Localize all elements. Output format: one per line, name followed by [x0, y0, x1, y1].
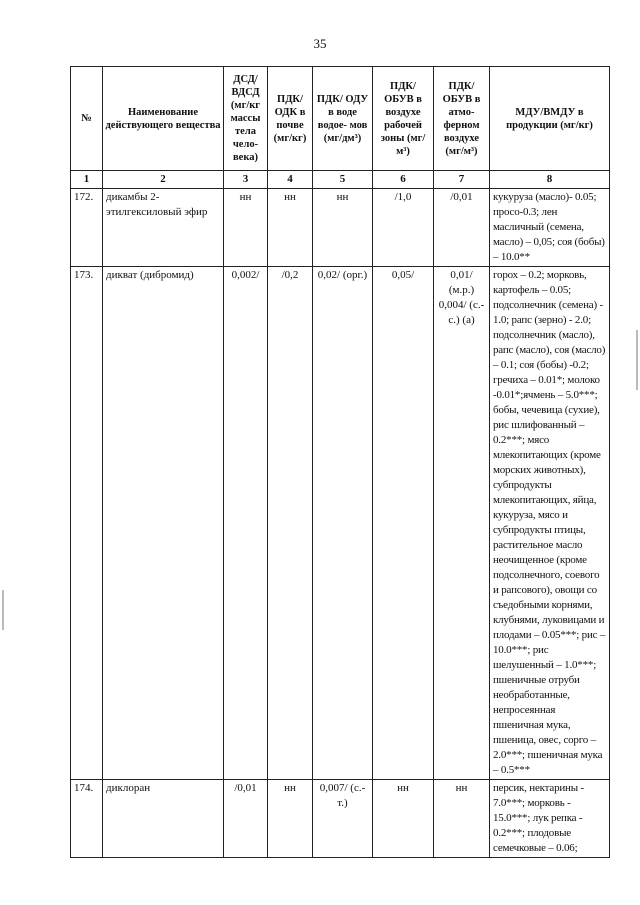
dsd-value: /0,01: [224, 780, 268, 858]
pdk-atm-air-value: /0,01: [434, 189, 490, 267]
pdk-water-value: 0,007/ (с.-т.): [313, 780, 373, 858]
pdk-work-air-value: /1,0: [373, 189, 434, 267]
pdk-atm-air-value: 0,01/ (м.р.) 0,004/ (с.-с.) (а): [434, 267, 490, 780]
row-number: 173.: [71, 267, 103, 780]
header-dsd: ДСД/ ВДСД (мг/кг массы тела чело- века): [224, 67, 268, 171]
pdk-soil-value: /0,2: [268, 267, 313, 780]
pdk-atm-air-value: нн: [434, 780, 490, 858]
pdk-water-value: 0,02/ (орг.): [313, 267, 373, 780]
row-number: 172.: [71, 189, 103, 267]
pesticide-table: [70, 66, 610, 858]
mdu-value: кукуруза (масло)- 0.05; просо-0.3; лен масличный (семена, масло) – 0,05; соя (бобы) – 10.0**: [490, 189, 610, 267]
column-number: 3: [224, 171, 268, 189]
header-pdk-work-air: ПДК/ ОБУВ в воздухе рабочей зоны (мг/м³): [373, 67, 434, 171]
substance-name: дикват (дибромид): [103, 267, 224, 780]
table-row: [71, 189, 610, 267]
column-number: 2: [103, 171, 224, 189]
page-number: 35: [313, 36, 327, 51]
column-number: 6: [373, 171, 434, 189]
dsd-value: 0,002/: [224, 267, 268, 780]
header-pdk-water: ПДК/ ОДУ в воде водое- мов (мг/дм³): [313, 67, 373, 171]
header-pdk-soil: ПДК/ ОДК в почве (мг/кг): [268, 67, 313, 171]
scan-edge-mark: [636, 330, 638, 390]
pdk-work-air-value: 0,05/: [373, 267, 434, 780]
column-number: 5: [313, 171, 373, 189]
scan-edge-mark: [2, 590, 4, 630]
mdu-value: персик, нектарины - 7.0***; морковь - 15.0***; лук репка - 0.2***; плодовые семечковые – 0.06;: [490, 780, 610, 858]
pdk-soil-value: нн: [268, 189, 313, 267]
header-name: Наименование действующего вещества: [103, 67, 224, 171]
column-number: 7: [434, 171, 490, 189]
column-number-row: [71, 171, 610, 189]
pdk-work-air-value: нн: [373, 780, 434, 858]
table-row: [71, 780, 610, 858]
substance-name: дикамбы 2-этилгексиловый эфир: [103, 189, 224, 267]
table-row: [71, 267, 610, 780]
pdk-water-value: нн: [313, 189, 373, 267]
row-number: 174.: [71, 780, 103, 858]
substance-name: диклоран: [103, 780, 224, 858]
column-number: 8: [490, 171, 610, 189]
header-num: №: [71, 67, 103, 171]
header-row: [71, 67, 610, 171]
column-number: 1: [71, 171, 103, 189]
mdu-value: горох – 0.2; морковь, картофель – 0.05; подсолнечник (семена) - 1.0; рапс (зерно) - 2.0; подсолнечник (масло), рапс (масло), соя (масло) – 0.1; соя (бобы) -0.2; гречиха – 0.01*; молоко -0.01*;ячмень – 5.0***; бобы, чечевица (сухие), рис шлифованный – 0.2***; мясо млекопитающих (кроме морских животных), субпродукты млекопитающих, яйца, кукуруза, мясо и субпродукты птицы, растительное масло неочищенное (кроме подсолнечного, соевого и рапсового), овощи со съедобными корнями, клубнями, луковицами и плодами – 0.05***; рис – 10.0***; рис шелушенный – 1.0***; пшеничные отруби необработанные, непросеянная пшеничная мука, пшеница, овес, сорго – 2.0***; пшеничная мука – 0.5***: [490, 267, 610, 780]
dsd-value: нн: [224, 189, 268, 267]
header-mdu: МДУ/ВМДУ в продукции (мг/кг): [490, 67, 610, 171]
column-number: 4: [268, 171, 313, 189]
header-pdk-atm-air: ПДК/ ОБУВ в атмо- ферном воздухе (мг/м³): [434, 67, 490, 171]
pdk-soil-value: нн: [268, 780, 313, 858]
